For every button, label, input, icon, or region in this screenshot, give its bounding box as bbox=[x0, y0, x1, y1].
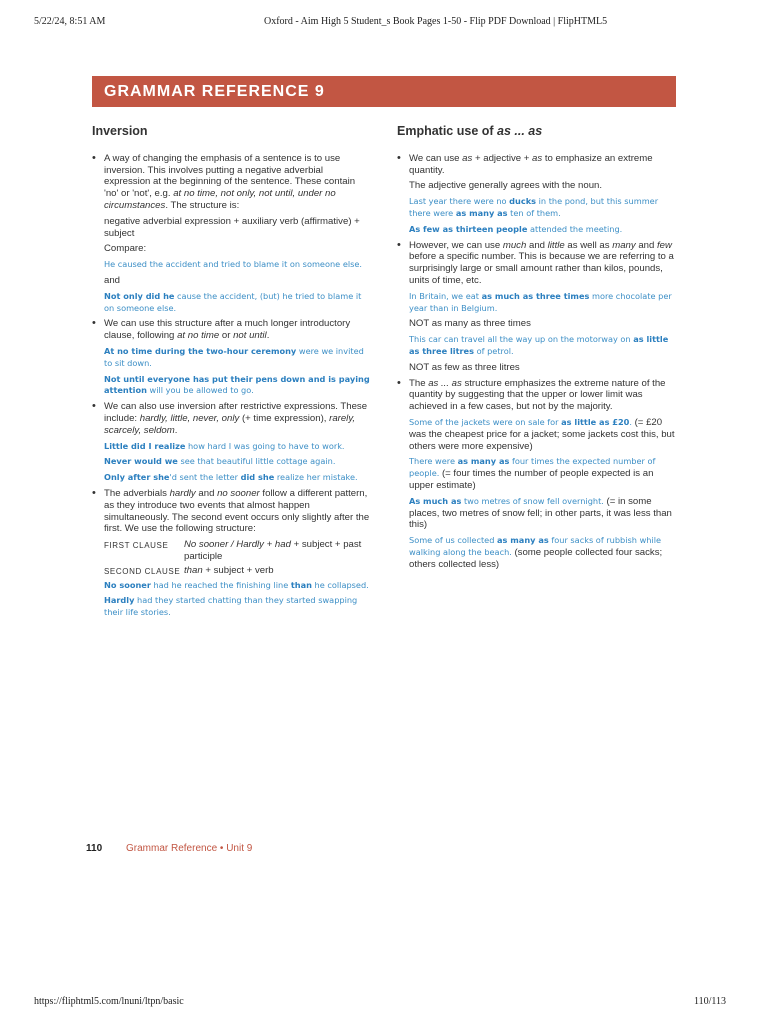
inversion-point-1: • A way of changing the emphasis of a sentence is to use inversion. This involves putting a negative adverbial expression at the beginning of the sentence. These contain 'no' or 'not', e.g. at no time, not only, not until, under no circumstances. The structure is: negative adverbial expression + auxiliary verb (affirmative) + subject Compare: He caused the accident and tried to blame it on someone else. and Not only did he cause the accident, (but) he tried to blame it on someone else. bbox=[92, 153, 370, 315]
first-clause-structure: FIRST CLAUSE No sooner / Hardly + had + subject + past participle bbox=[104, 539, 362, 562]
inversion-structure: negative adverbial expression + auxiliary verb (affirmative) + subject bbox=[104, 215, 360, 239]
example: At no time during the two-hour ceremony were we invited to sit down. bbox=[104, 345, 364, 368]
page-section-title: Grammar Reference • Unit 9 bbox=[126, 843, 253, 854]
print-page-title: Oxford - Aim High 5 Student_s Book Pages 1-50 - Flip PDF Download | FlipHTML5 bbox=[264, 16, 608, 27]
example: In Britain, we eat as much as three times more chocolate per year than in Belgium. bbox=[409, 290, 672, 313]
inversion-section bbox=[92, 126, 370, 623]
print-url: https://fliphtml5.com/lnuni/ltpn/basic bbox=[34, 996, 184, 1007]
inversion-point-2: • We can use this structure after a much longer introductory clause, following at no time or not until. At no time during the two-hour ceremony were we invited to sit down. Not until everyone has put their pens down and is paying attention will you be allowed to go. bbox=[92, 318, 370, 397]
example: Some of the jackets were on sale for as little as £20. (= £20 was the cheapest price for a jacket; some jackets cost this, but others were more expensive) bbox=[409, 416, 675, 452]
example: Little did I realize how hard I was going to have to work. bbox=[104, 440, 345, 451]
grammar-reference-banner: GRAMMAR REFERENCE 9 bbox=[92, 76, 676, 107]
example: Some of us collected as many as four sacks of rubbish while walking along the beach. (some people collected four sacks; others collected less) bbox=[409, 535, 663, 570]
example: This car can travel all the way up on the motorway on as little as three litres of petrol. bbox=[409, 334, 669, 356]
emphatic-section bbox=[397, 126, 679, 575]
emphatic-point-3: • The as ... as structure emphasizes the extreme nature of the quantity by suggesting that the upper or lower limit was achieved in a few cases, but not by the majority. Some of the jackets were on sale for as little as £20. (= £20 was the cheapest price for a jacket; some jackets cost this, but others were more expensive) There were as many as four times the expected number of people. (= four times the number of people expected is an upper estimate) As much as two metres of snow fell overnight. (= in some places, two metres of snow fell; in other parts, it was less than this) Some of us collected as many as four sacks of rubbish while walking along the beach. (some people collected four sacks; others collected less) bbox=[397, 378, 679, 571]
emphatic-point-1: • We can use as + adjective + as to emphasize an extreme quantity. The adjective generally agrees with the noun. Last year there were no ducks in the pond, but this summer there were as many as ten of them. As few as thirteen people attended the meeting. bbox=[397, 153, 679, 236]
inversion-heading: Inversion bbox=[92, 124, 148, 138]
example: Not until everyone has put their pens down and is paying attention will you be allowed to go. bbox=[104, 373, 370, 396]
page-number: 110 bbox=[86, 843, 103, 854]
print-page-counter: 110/113 bbox=[694, 996, 727, 1007]
emphatic-heading: Emphatic use of as ... as bbox=[397, 124, 543, 138]
emphatic-point-2: • However, we can use much and little as well as many and few before a specific number. This is because we are referring to a surprisingly large or small amount rather than kilos, pounds, units of time, etc. In Britain, we eat as much as three times more chocolate per year than in Belgium. NOT as many as three times This car can travel all the way up on the motorway on as little as three litres of petrol. NOT as few as three litres bbox=[397, 240, 679, 374]
example: He caused the accident and tried to blame it on someone else. bbox=[104, 259, 363, 270]
example: Never would we see that beautiful little cottage again. bbox=[104, 456, 336, 467]
example: No sooner had he reached the finishing line than he collapsed. bbox=[104, 579, 369, 590]
second-clause-structure: SECOND CLAUSE than + subject + verb bbox=[104, 564, 274, 576]
example: As few as thirteen people attended the meeting. bbox=[409, 223, 623, 234]
example: There were as many as four times the expected number of people. (= four times the number of people expected is an upper estimate) bbox=[409, 456, 656, 491]
print-datetime: 5/22/24, 8:51 AM bbox=[34, 16, 106, 27]
inversion-point-4: • The adverbials hardly and no sooner follow a different pattern, as they introduce two events that almost happen simultaneously. The second event occurs only slightly after the first. We use the following structure: FIRST CLAUSE No sooner / Hardly + had + subject + past participle SECOND CLAUSE than + subject + verb No sooner had he reached the finishing line than he collapsed. Hardly had they started chatting than they started swapping their life stories. bbox=[92, 488, 370, 619]
inversion-point-3: • We can also use inversion after restrictive expressions. These include: hardly, little, never, only (+ time expression), rarely, scarcely, seldom. Little did I realize how hard I was going to have to work. Never would we see that beautiful little cottage again. Only after she'd sent the letter did she realize her mistake. bbox=[92, 401, 370, 484]
example: Only after she'd sent the letter did she realize her mistake. bbox=[104, 472, 358, 483]
example: As much as two metres of snow fell overnight. (= in some places, two metres of snow fell; in other parts, it was less than this) bbox=[409, 495, 672, 531]
example: Hardly had they started chatting than they started swapping their life stories. bbox=[104, 595, 358, 618]
example: Last year there were no ducks in the pond, but this summer there were as many as ten of them. bbox=[409, 196, 659, 218]
example: Not only did he cause the accident, (but) he tried to blame it on someone else. bbox=[104, 290, 362, 313]
